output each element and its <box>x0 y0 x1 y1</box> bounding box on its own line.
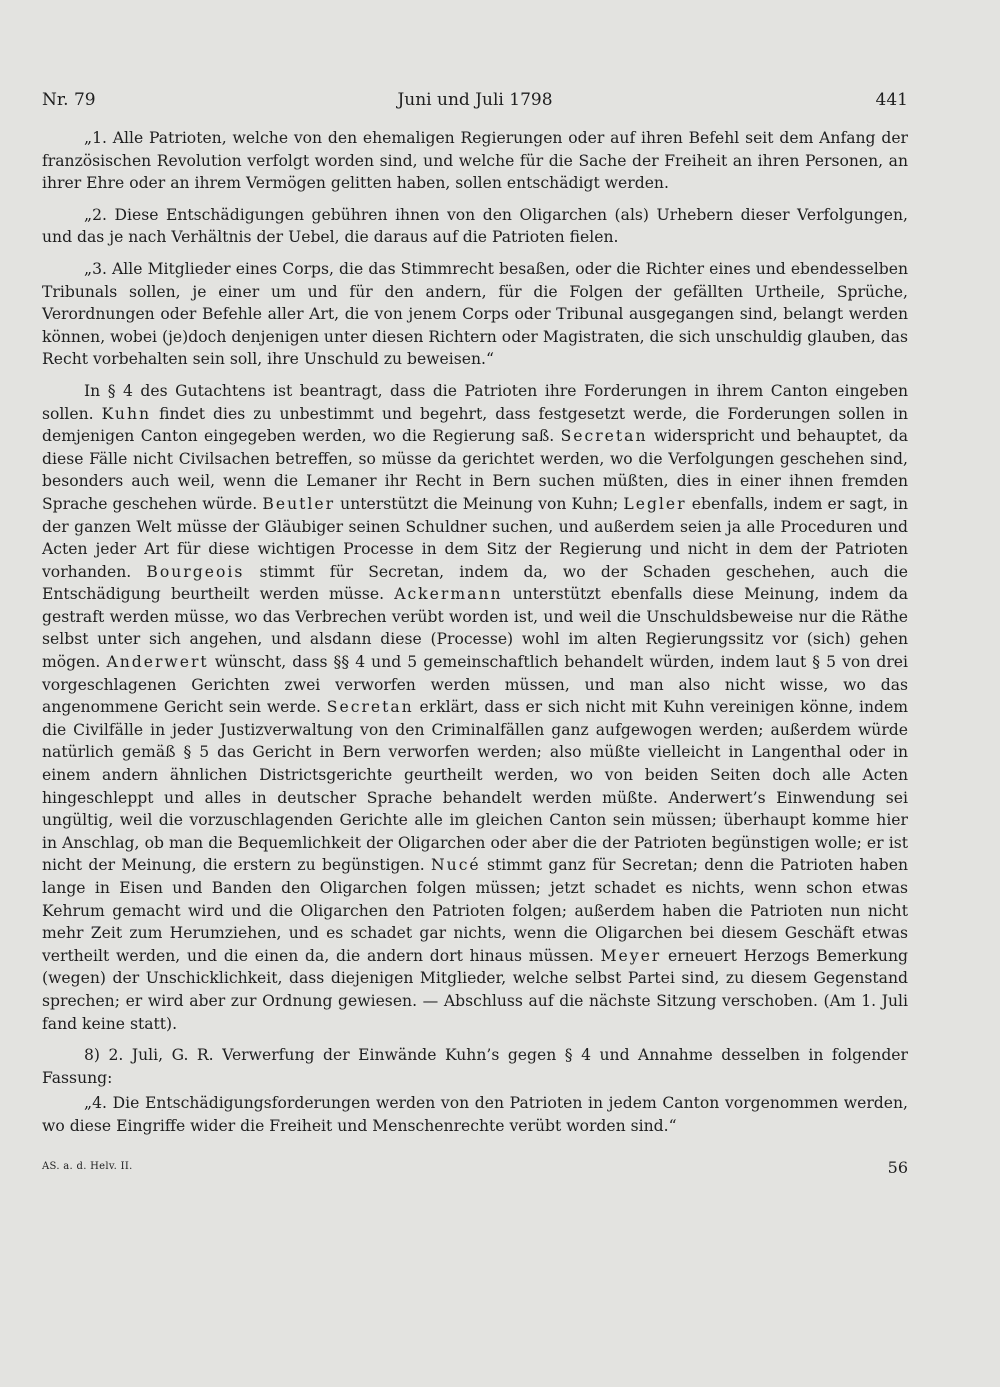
article-3-paragraph: „3. Alle Mitglieder eines Corps, die das Stimmrecht besaßen, oder die Richter eines und ebendesselben Tribunals sollen, je einer um und für den andern, für die Folgen der gefällten Urtheile, Sprüche, Verordnungen oder Befehle aller Art, die von jenem Corps oder Tribunal ausgegangen sind, belangt werden können, wobei (je)doch denjenigen unter diesen Richtern oder Magistraten, die sich unschuldig glauben, das Recht vorbehalten sein soll, ihre Unschuld zu beweisen.“ <box>42 259 908 369</box>
speaker-name: Kuhn <box>101 404 152 423</box>
speaker-name: Secretan <box>326 698 414 717</box>
speaker-name: Anderwert <box>106 653 209 672</box>
debate-text: unterstützt ebenfalls diese Meinung, indem da gestraft werden müsse, wo das Verbrechen verübt worden ist, und weil die Unschuldsbeweise nur die Räthe selbst unter sich angehen, und alsdann diese (Processe) wohl im alten Regierungssitz vor (sich) gehen mögen. <box>42 585 908 672</box>
debate-text: findet dies zu unbestimmt und begehrt, dass festgesetzt werde, die Forderungen sollen in demjenigen Canton eingegeben werden, wo die Regierung saß. <box>42 404 908 446</box>
article-2-paragraph: „2. Diese Entschädigungen gebühren ihnen von den Oligarchen (als) Urhebern dieser Verfolgungen, und das je nach Verhältnis der Uebel, die daraus auf die Patrioten fielen. <box>42 205 908 247</box>
debate-paragraph <box>42 380 908 1035</box>
debate-text: stimmt ganz für Secretan; denn die Patrioten haben lange in Eisen und Banden den Oligarchen folgen müssen; jetzt schadet es nichts, wenn schon etwas Kehrum gemacht wird und die Oligarchen den Patrioten folgen; außerdem haben die Patrioten nun nicht mehr Zeit zum Herumziehen, und es schadet gar nichts, wenn die Oligarchen bei diesem Geschäft etwas vertheilt werden, und die einen da, die andern dort hinaus müssen. <box>42 856 908 965</box>
speaker-name: Legler <box>623 494 687 513</box>
speaker-name: Ackermann <box>394 585 503 604</box>
debate-text: ebenfalls, indem er sagt, in der ganzen Welt müsse der Gläubiger seinen Schuldner suchen, und außerdem seien ja alle Proceduren und Acten jeder Art für diese wichtigen Processe in dem Sitz der Regierung und nicht in dem der Patrioten vorhanden. <box>42 494 908 581</box>
speaker-name: Bourgeois <box>146 562 245 581</box>
debate-text: stimmt für Secretan, indem da, wo der Schaden geschehen, auch die Entschädigung beurtheilt werden müsse. <box>42 562 908 604</box>
speaker-name: Beutler <box>262 494 336 513</box>
document-number: Nr. 79 <box>42 90 96 110</box>
body-text <box>42 127 908 1147</box>
article-4-paragraph: „4. Die Entschädigungsforderungen werden von den Patrioten in jedem Canton vorgenommen werden, wo diese Eingriffe wider die Freiheit und Menschenrechte verübt worden sind.“ <box>42 1094 908 1135</box>
debate-text: widerspricht und behauptet, da diese Fälle nicht Civilsachen betreffen, so müsse da gerichtet werden, wo die Verfolgungen geschehen sind, besonders auch weil, wenn die Lemaner ihr Recht in Bern suchen müßten, dies in einer ihnen fremden Sprache geschehen würde. <box>42 427 908 513</box>
page-header <box>42 90 908 116</box>
debate-text: unterstützt die Meinung von Kuhn; <box>335 494 624 513</box>
section-8-heading: 8) 2. Juli, G. R. Verwerfung der Einwände Kuhn’s gegen § 4 und Annahme desselben in folgender Fassung: <box>42 1046 908 1087</box>
speaker-name: Meyer <box>600 946 662 965</box>
source-abbreviation: AS. a. d. Helv. II. <box>42 1161 133 1172</box>
debate-text: erklärt, dass er sich nicht mit Kuhn vereinigen könne, indem die Civilfälle in jeder Justizverwaltung von den Criminalfällen ganz aufgewogen werden; außerdem würde natürlich gemäß § 5 das Gericht in Bern verworfen werden; also müßte vielleicht in Langenthal oder in einem andern ähnlichen Districtsgerichte geurtheilt werden, wo von beiden Seiten doch alle Acten hingeschleppt und alles in deutscher Sprache behandelt werden müßte. Anderwert’s Einwendung sei ungültig, weil die vorzuschlagenden Gerichte alle im gleichen Canton sein müssen; überhaupt komme hier in Anschlag, ob man die Bequemlichkeit der Oligarchen oder aber die der Patrioten begünstigen wolle; er ist nicht der Meinung, die erstern zu begünstigen. <box>42 698 908 875</box>
debate-text: wünscht, dass §§ 4 und 5 gemeinschaftlich behandelt würden, indem laut § 5 von drei vorgeschlagenen Gerichten zwei verworfen werden müssen, und man also nicht wisse, wo das angenommene Gericht sein werde. <box>42 653 909 717</box>
signature-number: 56 <box>887 1158 908 1177</box>
debate-text: erneuert Herzogs Bemerkung (wegen) der Unschicklichkeit, dass diejenigen Mitglieder, welche selbst Partei sind, zu diesem Gegenstand sprechen; er wird aber zur Ordnung gewiesen. — Abschluss auf die nächste Sitzung verschoben. (Am 1. Juli fand keine statt). <box>42 946 908 1033</box>
running-title: Juni und Juli 1798 <box>397 90 553 110</box>
speaker-name: Nucé <box>431 856 481 875</box>
debate-text: In § 4 des Gutachtens ist beantragt, dass die Patrioten ihre Forderungen in ihrem Canton eingeben sollen. <box>42 381 908 423</box>
page-footer <box>42 1158 908 1178</box>
article-1-paragraph: „1. Alle Patrioten, welche von den ehemaligen Regierungen oder auf ihren Befehl seit dem Anfang der französischen Revolution verfolgt worden sind, und welche für die Sache der Freiheit an ihren Personen, an ihrer Ehre oder an ihrem Vermögen gelitten haben, sollen entschädigt werden. <box>42 129 908 193</box>
speaker-name: Secretan <box>560 427 648 446</box>
page-number: 441 <box>875 90 908 110</box>
